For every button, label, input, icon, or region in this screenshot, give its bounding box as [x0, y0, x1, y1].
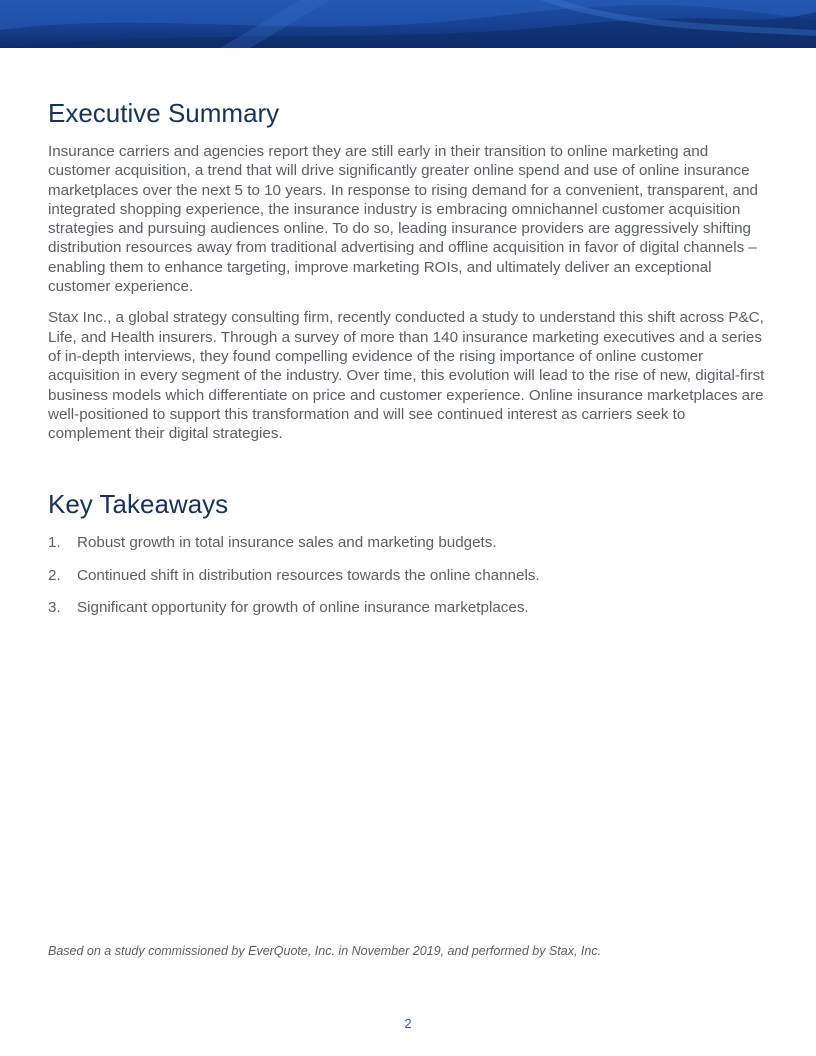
header-banner	[0, 0, 816, 48]
executive-summary-title: Executive Summary	[48, 98, 280, 128]
takeaway-number: 2.	[48, 566, 61, 584]
key-takeaways-title: Key Takeaways	[48, 489, 229, 520]
executive-summary-paragraph-2: Stax Inc., a global strategy consulting firm, recently conducted a study to understand this shift across P&C, Life, and Health insurers. Through a survey of more than 140 insurance marketing executives and a series of in-depth interviews, they found compelling evidence of the rising importance of online customer acquisition in every segment of the industry. Over time, this evolution will lead to the rise of new, digital-first business models which differentiate on price and customer experience. Online insurance marketplaces are well-positioned to support this transformation and will see continued interest as carriers seek to complement their digital strategies.	[48, 309, 765, 443]
page-number: 2	[404, 1016, 412, 1031]
takeaway-number: 3.	[48, 599, 61, 617]
takeaway-text: Significant opportunity for growth of online insurance marketplaces.	[77, 599, 529, 617]
key-takeaways-list	[48, 533, 770, 617]
takeaway-item	[48, 566, 770, 585]
takeaway-text: Continued shift in distribution resources towards the online channels.	[77, 566, 540, 584]
main-content	[48, 96, 770, 631]
footnote: Based on a study commissioned by EverQuote, Inc. in November 2019, and performed by Stax, Inc.	[48, 944, 602, 958]
takeaway-text: Robust growth in total insurance sales and marketing budgets.	[77, 534, 497, 552]
header-wave-decoration	[0, 0, 816, 48]
section-spacer	[48, 455, 770, 487]
executive-summary-paragraph-1: Insurance carriers and agencies report they are still early in their transition to online marketing and customer acquisition, a trend that will drive significantly greater online spend and use of online insurance marketplaces over the next 5 to 10 years. In response to rising demand for a convenient, transparent, and integrated shopping experience, the insurance industry is embracing omnichannel customer acquisition strategies and pursuing audiences online. To do so, leading insurance providers are aggressively shifting distribution resources away from traditional advertising and offline acquisition in favor of digital channels – enabling them to enhance targeting, improve marketing ROIs, and ultimately deliver an exceptional customer experience.	[48, 143, 759, 296]
takeaway-item	[48, 598, 770, 617]
takeaway-number: 1.	[48, 534, 61, 552]
takeaway-item	[48, 533, 770, 552]
